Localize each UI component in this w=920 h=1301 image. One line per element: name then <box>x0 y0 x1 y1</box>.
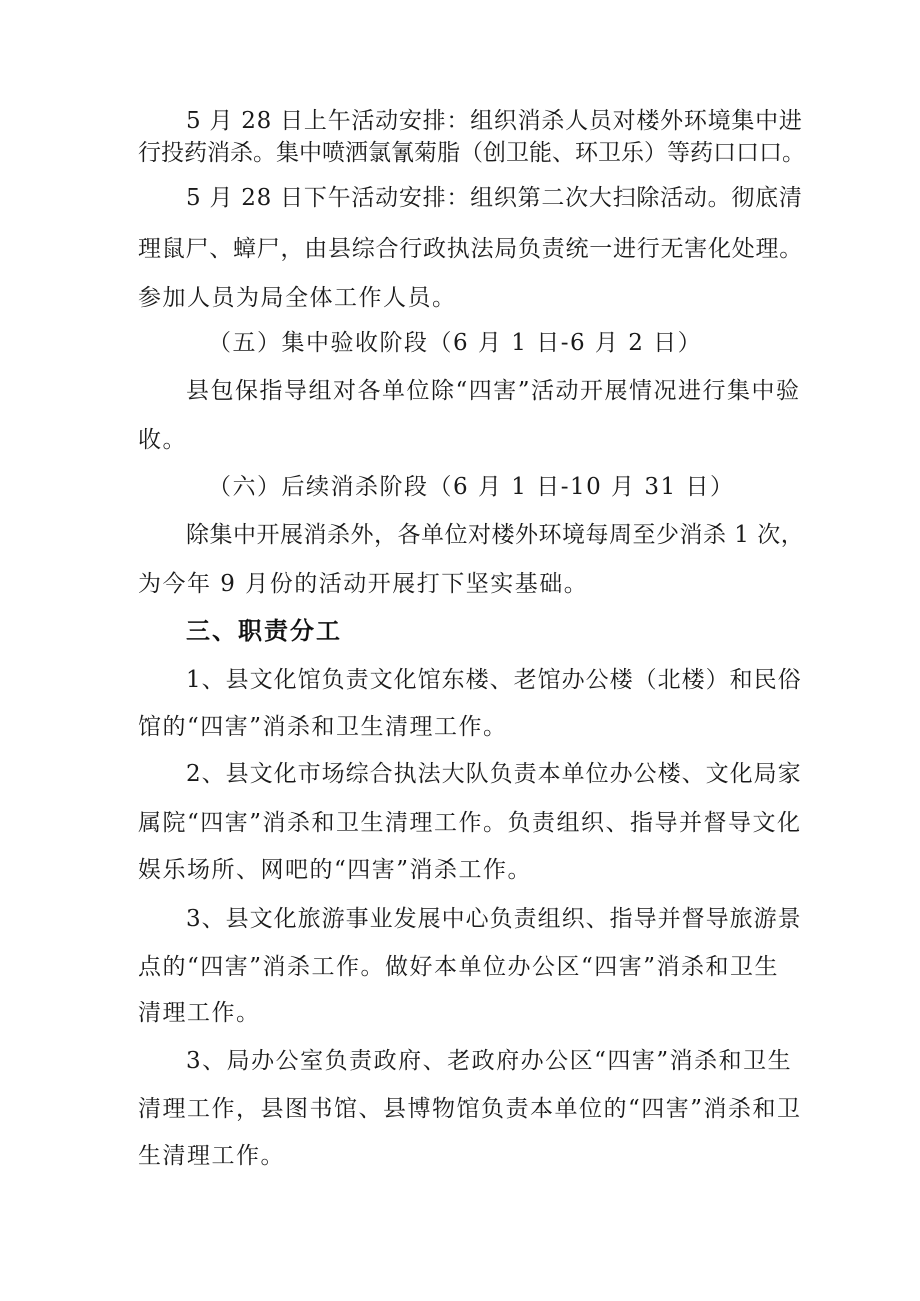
para-may28-morning-line1: 5 月 28 日上午活动安排：组织消杀人员对楼外环境集中进 <box>186 108 803 134</box>
duty-1-line1: 1、县文化馆负责文化馆东楼、老馆办公楼（北楼）和民俗 <box>186 667 802 693</box>
para-may28-afternoon-line2: 理鼠尸、蟑尸，由县综合行政执法局负责统一进行无害化处理。 <box>138 236 803 262</box>
para-may28-afternoon-line3: 参加人员为局全体工作人员。 <box>138 285 457 311</box>
duty-2-line3: 娱乐场所、网吧的“四害”消杀工作。 <box>138 857 533 883</box>
duty-3-line2: 点的“四害”消杀工作。做好本单位办公区“四害”消杀和卫生 <box>138 954 780 980</box>
duty-4-line2: 清理工作，县图书馆、县博物馆负责本单位的“四害”消杀和卫 <box>138 1096 802 1122</box>
section-heading-6: （六）后续消杀阶段（6 月 1 日-10 月 31 日） <box>208 474 735 500</box>
para-may28-afternoon-line1: 5 月 28 日下午活动安排：组织第二次大扫除活动。彻底清 <box>186 185 803 211</box>
para-followup-line1: 除集中开展消杀外，各单位对楼外环境每周至少消杀 1 次， <box>186 522 805 548</box>
duty-2-line2: 属院“四害”消杀和卫生清理工作。负责组织、指导并督导文化 <box>138 810 802 836</box>
duty-4-line1: 3、局办公室负责政府、老政府办公区“四害”消杀和卫生 <box>186 1048 793 1074</box>
section-title-duties: 三、职责分工 <box>186 617 342 645</box>
para-may28-morning-line2: 行投药消杀。集中喷洒氯氰菊脂（创卫能、环卫乐）等药口口口。 <box>138 140 805 166</box>
para-followup-line2: 为今年 9 月份的活动开展打下坚实基础。 <box>138 571 589 597</box>
duty-4-line3: 生清理工作。 <box>138 1143 285 1169</box>
section-heading-5: （五）集中验收阶段（6 月 1 日-6 月 2 日） <box>208 330 703 356</box>
duty-3-line3: 清理工作。 <box>138 1000 261 1026</box>
duty-1-line2: 馆的“四害”消杀和卫生清理工作。 <box>138 714 508 740</box>
para-acceptance-line2: 收。 <box>138 427 187 453</box>
para-acceptance-line1: 县包保指导组对各单位除“四害”活动开展情况进行集中验 <box>186 378 801 404</box>
duty-2-line1: 2、县文化市场综合执法大队负责本单位办公楼、文化局家 <box>186 761 802 787</box>
duty-3-line1: 3、县文化旅游事业发展中心负责组织、指导并督导旅游景 <box>186 906 802 932</box>
